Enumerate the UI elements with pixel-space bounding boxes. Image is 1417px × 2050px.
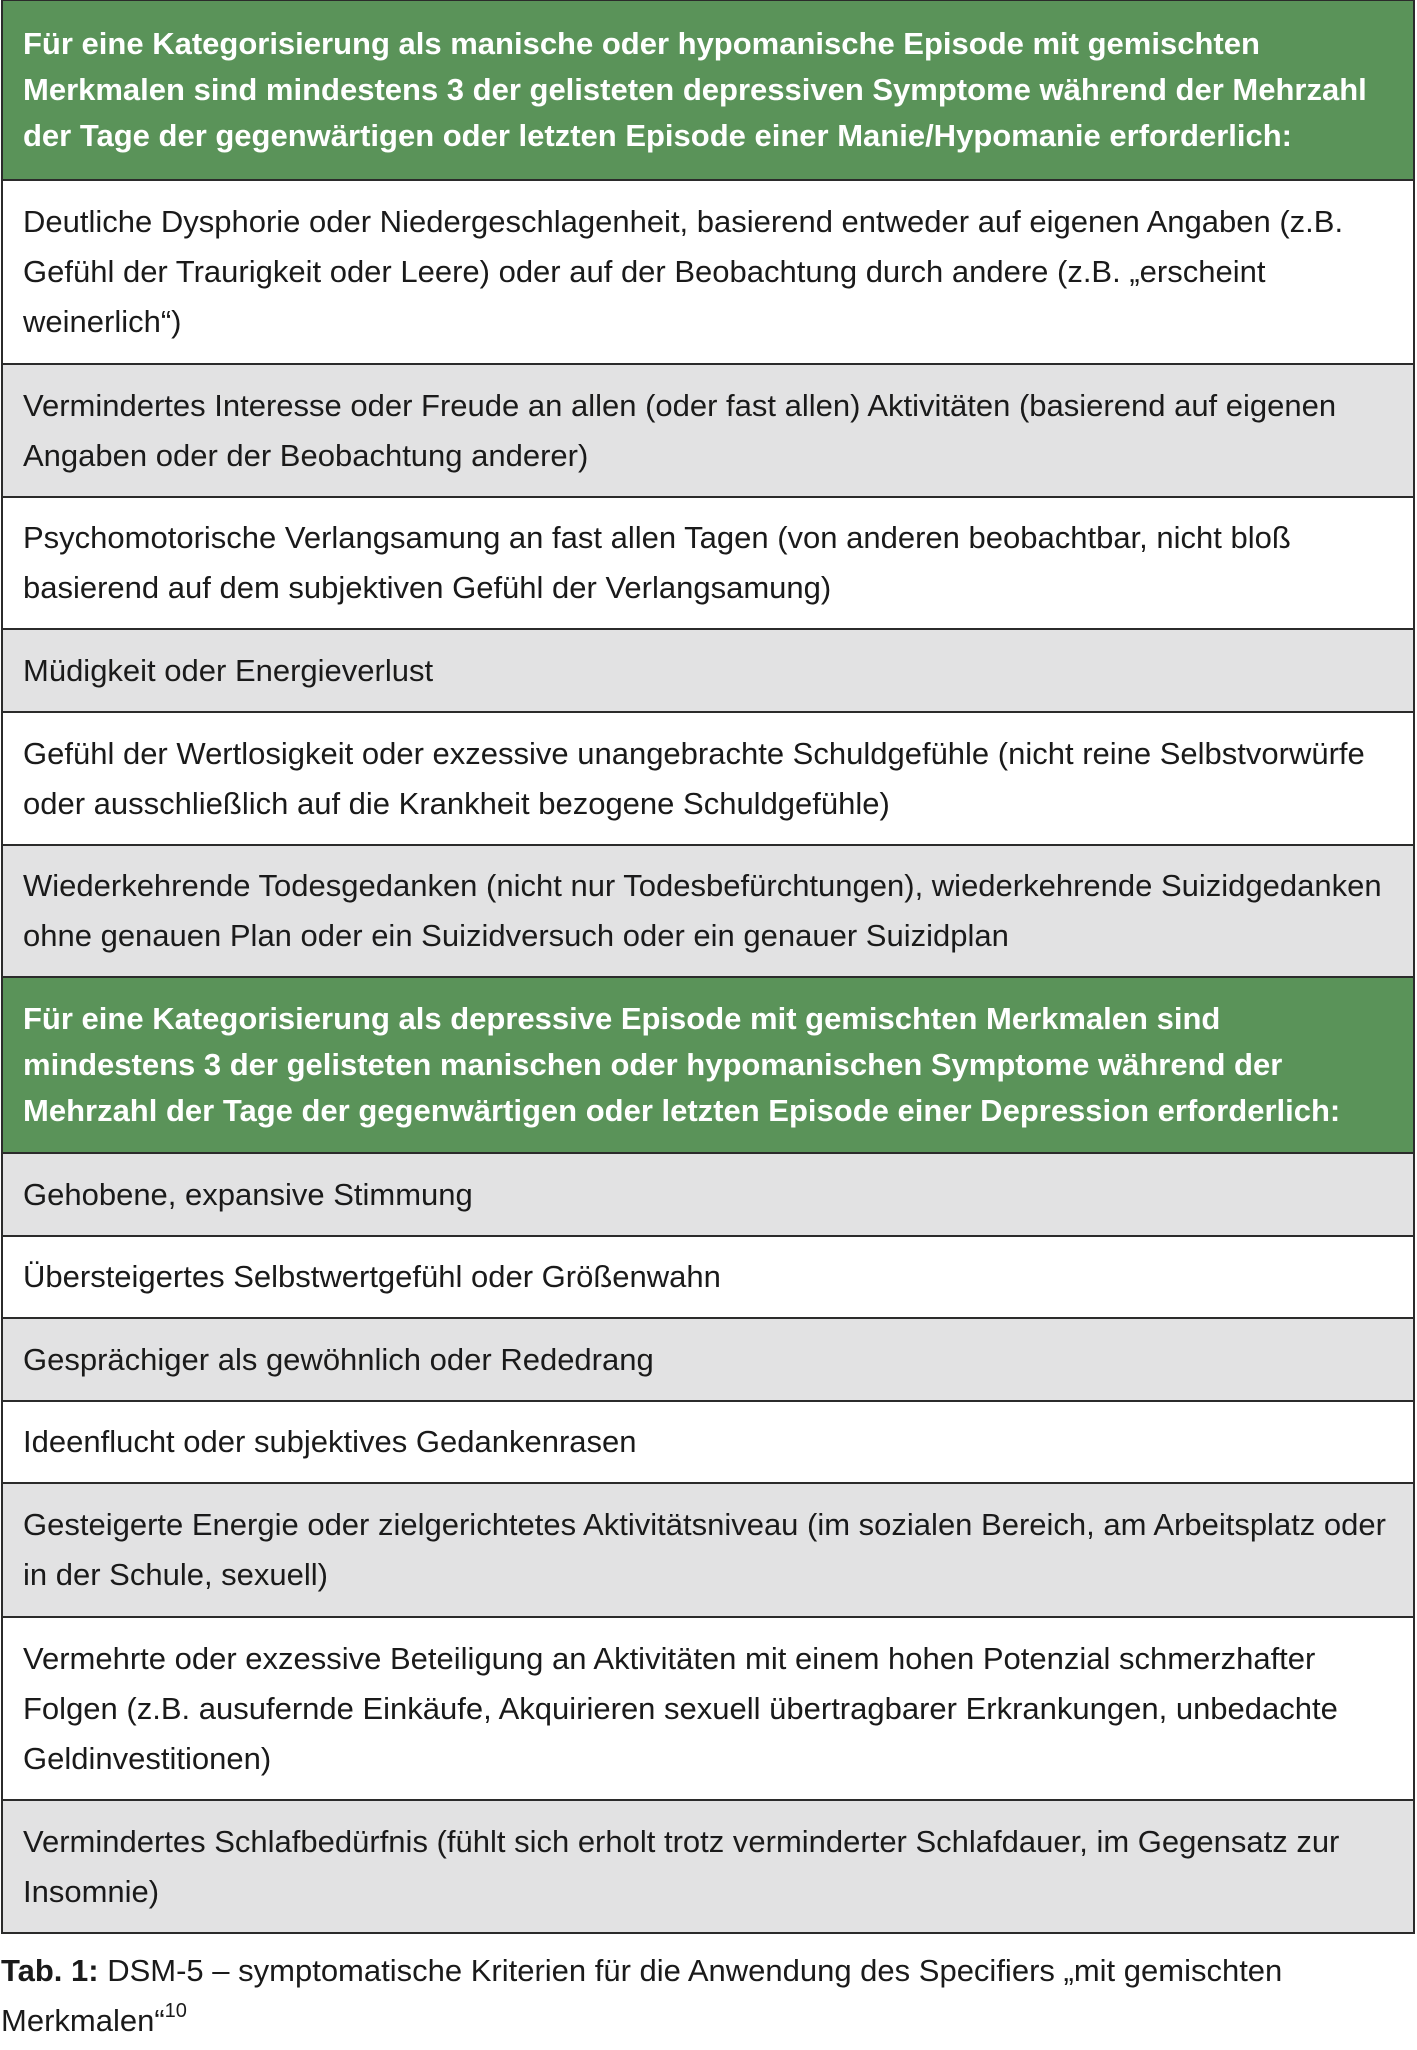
table-row: [1, 498, 1415, 630]
table-row: [1, 1801, 1415, 1934]
table-row: [1, 1154, 1415, 1237]
row-text: Wiederkehrende Todesgedanken (nicht nur Todesbefürchtungen), wiederkehrende Suizidgedanken ohne genauen Plan oder ein Suizidversuch oder ein genauer Suizidplan: [23, 868, 1382, 953]
table-row: [1, 1237, 1415, 1319]
row-text: Müdigkeit oder Energieverlust: [23, 652, 434, 688]
table-row: [1, 1618, 1415, 1801]
caption-label: Tab. 1:: [1, 1953, 99, 1988]
table-header-mania: [1, 1, 1415, 181]
table-row: [1, 181, 1415, 365]
table-row: [1, 1484, 1415, 1618]
row-text: Gesteigerte Energie oder zielgerichtetes Aktivitätsniveau (im sozialen Bereich, am Arbeitsplatz oder in der Schule, sexuell): [23, 1507, 1386, 1592]
row-text: Psychomotorische Verlangsamung an fast allen Tagen (von anderen beobachtbar, nicht bloß basierend auf dem subjektiven Gefühl der Verlangsamung): [23, 520, 1291, 605]
row-text: Gesprächiger als gewöhnlich oder Rededrang: [23, 1341, 654, 1377]
table-row: [1, 365, 1415, 498]
caption-text: DSM-5 – symptomatische Kriterien für die Anwendung des Specifiers „mit gemischten Merkmalen“: [1, 1953, 1283, 2038]
row-text: Deutliche Dysphorie oder Niedergeschlagenheit, basierend entweder auf eigenen Angaben (z.B. Gefühl der Traurigkeit oder Leere) oder auf der Beobachtung durch andere (z.B. „erscheint weinerlich“): [23, 204, 1344, 339]
row-text: Vermehrte oder exzessive Beteiligung an Aktivitäten mit einem hohen Potenzial schmerzhafter Folgen (z.B. ausufernde Einkäufe, Akquirieren sexuell übertragbarer Erkrankungen, unbedachte Geldinvestitionen): [23, 1640, 1338, 1776]
table-header-depression: [1, 978, 1415, 1154]
row-text: Übersteigertes Selbstwertgefühl oder Größenwahn: [23, 1259, 721, 1294]
row-text: Vermindertes Interesse oder Freude an allen (oder fast allen) Aktivitäten (basierend auf eigenen Angaben oder der Beobachtung anderer): [23, 387, 1337, 473]
caption-footnote: 10: [164, 2000, 187, 2022]
table-caption: [1, 1946, 1401, 2046]
criteria-table: [1, 0, 1415, 1934]
table-row: [1, 630, 1415, 713]
header-text: Für eine Kategorisierung als depressive Episode mit gemischten Merkmalen sind mindestens 3 der gelisteten manischen oder hypomanischen Symptome während der Mehrzahl der Tage der gegenwärtigen oder letzten Episode einer Depression erforderlich:: [23, 1001, 1341, 1128]
row-text: Vermindertes Schlafbedürfnis (fühlt sich erholt trotz verminderter Schlafdauer, im Gegensatz zur Insomnie): [23, 1823, 1340, 1909]
header-text: Für eine Kategorisierung als manische oder hypomanische Episode mit gemischten Merkmalen sind mindestens 3 der gelisteten depressiven Symptome während der Mehrzahl der Tage der gegenwärtigen oder letzten Episode einer Manie/Hypomanie erforderlich:: [23, 26, 1367, 153]
row-text: Ideenflucht oder subjektives Gedankenrasen: [23, 1424, 637, 1459]
table-row: [1, 846, 1415, 978]
row-text: Gefühl der Wertlosigkeit oder exzessive unangebrachte Schuldgefühle (nicht reine Selbstvorwürfe oder ausschließlich auf die Krankheit bezogene Schuldgefühle): [23, 735, 1365, 821]
table-row: [1, 1319, 1415, 1402]
table-row: [1, 1402, 1415, 1484]
row-text: Gehobene, expansive Stimmung: [23, 1176, 473, 1212]
table-row: [1, 713, 1415, 846]
